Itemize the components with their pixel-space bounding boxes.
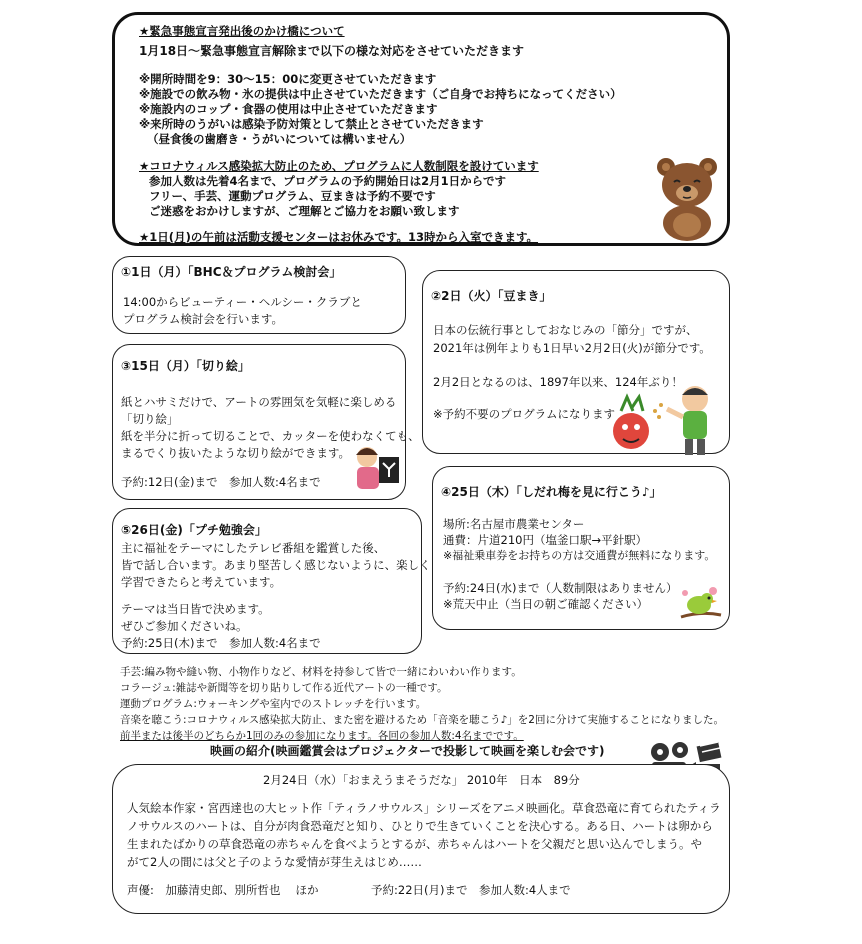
event-line: プログラム検討会を行います。	[123, 312, 283, 326]
event-line: 「切り絵」	[121, 412, 179, 426]
event-line: テーマは当日皆で決めます。	[121, 602, 270, 616]
movie-body-line: 人気絵本作家・宮西達也の大ヒット作「ティラノサウルス」シリーズをアニメ映画化。草食恐竜に育てられたティラ	[127, 801, 721, 815]
event-title: ①1日（月）「BHC＆プログラム検討会」	[121, 265, 342, 279]
event-line: 予約:24日(水)まで（人数制限はありません）	[443, 581, 678, 595]
notice-subtitle: 1月18日～緊急事態宣言解除まで以下の様な対応をさせていただきます	[139, 44, 525, 58]
movie-cast: 声優: 加藤清史郎、別所哲也 ほか	[127, 883, 319, 897]
event-line: 予約:12日(金)まで 参加人数:4名まで	[121, 475, 321, 489]
event-title: ⑤26日(金)「プチ勉強会」	[121, 523, 267, 537]
event-line: ※福祉乗車券をお持ちの方は交通費が無料になります。	[443, 549, 716, 562]
movie-box	[112, 764, 730, 914]
notice-item: ※施設内のコップ・食器の使用は中止させていただきます	[139, 102, 438, 116]
movie-body-line: ノサウルスのハートは、自分が肉食恐竜だと知り、ひとりで生きていくことを決心する。ある日、ハートは卵から	[127, 819, 713, 833]
bear-illustration	[652, 155, 722, 241]
corona-line: 参加人数は先着4名まで、プログラムの予約開始日は2月1日からです	[149, 174, 507, 188]
movie-body-line: がて2人の間には父と子のような愛情が芽生えはじめ……	[127, 855, 422, 869]
legend-item: コラージュ:雑誌や新聞等を切り貼りして作る近代アートの一種です。	[120, 682, 448, 694]
event-line: 皆で話し合います。あまり堅苦しく感じないように、楽しく	[121, 558, 431, 572]
event-line: 2021年は例年よりも1日早い2月2日(火)が節分です。	[433, 341, 711, 355]
event-card-3	[112, 344, 420, 500]
program-legend	[120, 664, 724, 744]
movie-heading: 映画の紹介(映画鑑賞会はプロジェクターで投影して映画を楽しむ会です)	[210, 744, 605, 758]
event-line: 予約:25日(木)まで 参加人数:4名まで	[121, 636, 321, 650]
notice-footer: ★1日(月)の午前は活動支援センターはお休みです。13時から入室できます。	[139, 230, 539, 244]
movie-reservation: 予約:22日(月)まで 参加人数:4人まで	[371, 883, 571, 897]
corona-line: フリー、手芸、運動プログラム、豆まきは予約不要です	[149, 189, 436, 203]
bird-illustration	[677, 583, 723, 623]
corona-line: ご迷惑をおかけしますが、ご理解とご協力をお願い致します	[149, 204, 460, 218]
event-line: 2月2日となるのは、1897年以来、124年ぶり！	[433, 375, 683, 389]
legend-item: 前半または後半のどちらか1回のみの参加になります。各回の参加人数:4名までです。	[120, 730, 524, 742]
event-title: ④25日（木）「しだれ梅を見に行こう♪」	[441, 485, 662, 499]
event-line: 紙とハサミだけで、アートの雰囲気を気軽に楽しめる	[121, 395, 397, 409]
legend-item: 運動プログラム:ウォーキングや室内でのストレッチを行います。	[120, 698, 427, 710]
event-line: 場所:名古屋市農業センター	[443, 517, 585, 531]
event-card-5	[112, 508, 431, 654]
notice-box	[112, 12, 730, 246]
event-line: 日本の伝統行事としておなじみの「節分」ですが、	[433, 323, 698, 337]
kirie-illustration	[351, 443, 403, 493]
event-line: ※予約不要のプログラムになります	[433, 407, 616, 421]
movie-body-line: 生まれたばかりの草食恐竜の赤ちゃんを食べようとするが、赤ちゃんはハートを父親だと思い込んでしまう。や	[127, 837, 702, 851]
event-card-4	[432, 466, 730, 630]
event-line: まるでくり抜いたような切り絵ができます。	[121, 446, 350, 460]
notice-item: ※開所時間を9：30～15：00に変更させていただきます	[139, 72, 437, 86]
legend-item: 音楽を聴こう:コロナウィルス感染拡大防止、また密を避けるため「音楽を聴こう♪」を2回に分けて実施することになりました。	[120, 714, 724, 726]
event-line: 14:00からビューティー・ヘルシー・クラブと	[123, 295, 362, 309]
notice-item: （昼食後の歯磨き・うがいについては構いません）	[147, 132, 412, 146]
corona-title: ★コロナウィルス感染拡大防止のため、プログラムに人数制限を設けています	[139, 159, 539, 173]
setsubun-illustration	[609, 379, 725, 459]
event-line: ぜひご参加くださいね。	[121, 619, 248, 633]
movie-title-line: 2月24日（水）「おまえうまそうだな」 2010年 日本 89分	[263, 773, 580, 787]
notice-title: ★緊急事態宣言発出後のかけ橋について	[139, 24, 345, 38]
event-line: 主に福祉をテーマにしたテレビ番組を鑑賞した後、	[121, 541, 386, 555]
event-card-2	[422, 270, 730, 454]
notice-item: ※来所時のうがいは感染予防対策として禁止とさせていただきます	[139, 117, 484, 131]
legend-item: 手芸:編み物や縫い物、小物作りなど、材料を持参して皆で一緒にわいわい作ります。	[120, 666, 522, 678]
event-title: ③15日（月）「切り絵」	[121, 359, 250, 373]
event-card-1	[112, 256, 406, 334]
event-title: ②2日（火）「豆まき」	[431, 289, 552, 303]
event-line: 通費：片道210円（塩釜口駅→平針駅）	[443, 533, 648, 547]
notice-item: ※施設での飲み物・氷の提供は中止させていただきます（ご自身でお持ちになってください）	[139, 87, 622, 101]
event-line: 紙を半分に折って切ることで、カッターを使わなくても、	[121, 429, 420, 443]
event-line: ※荒天中止（当日の朝ご確認ください）	[443, 597, 649, 611]
event-line: 学習できたらと考えています。	[121, 575, 282, 589]
